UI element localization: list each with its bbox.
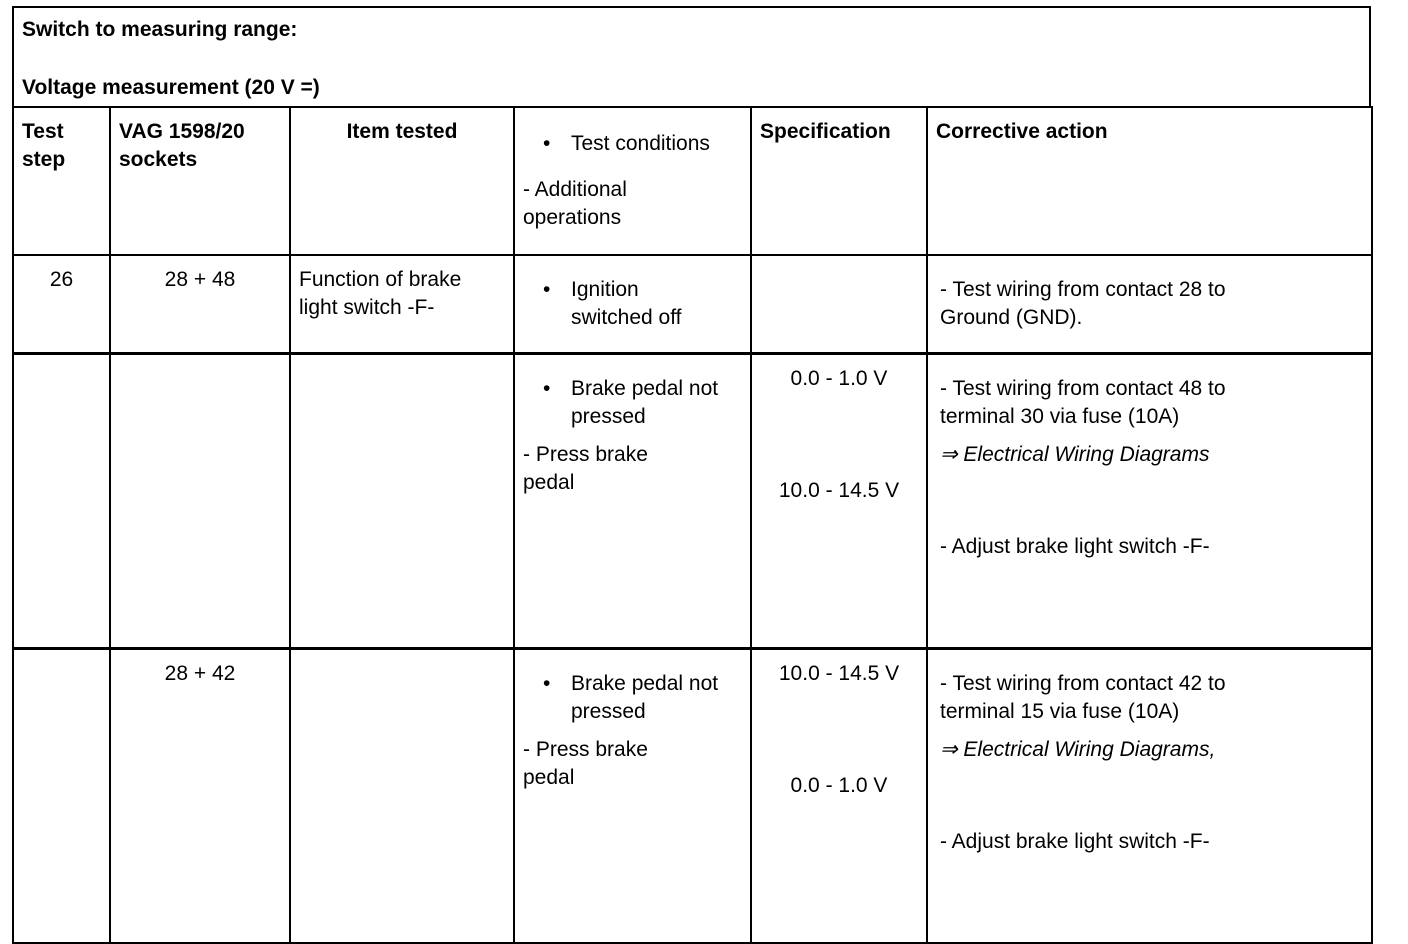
table-row: [13, 255, 1372, 354]
condition-bullet: • Ignition switched off: [523, 276, 742, 332]
condition-cell: [514, 255, 751, 354]
condition-extra: - Press brake pedal: [523, 738, 648, 789]
table-header-row: [13, 107, 1372, 255]
condition-cell: [514, 649, 751, 944]
test-step-cell: 26: [13, 255, 110, 354]
corrective-cell: [927, 649, 1372, 944]
sockets-cell: [110, 354, 290, 649]
conditions-bullet: • Test conditions: [523, 130, 742, 158]
conditions-extra: - Additional operations: [523, 178, 627, 229]
measuring-range-label: Switch to measuring range:: [22, 18, 298, 41]
header-box: [12, 6, 1371, 106]
corrective-text: - Test wiring from contact 48 to terminal 30 via fuse (10A) ⇒ Electrical Wiring Diagrams - Adjust brake light switch -F-: [936, 375, 1363, 561]
spec-value-a: 10.0 - 14.5 V: [778, 662, 900, 685]
spec-value-b: 0.0 - 1.0 V: [790, 774, 888, 797]
specification-cell: [751, 255, 927, 354]
table-row: [13, 649, 1372, 944]
specification-cell: [751, 649, 927, 944]
col-sockets: VAG 1598/20 sockets: [110, 107, 290, 255]
test-step-cell: [13, 354, 110, 649]
corrective-text: - Test wiring from contact 28 to Ground (GND).: [940, 278, 1226, 329]
corrective-text: - Test wiring from contact 42 to terminal 15 via fuse (10A) ⇒ Electrical Wiring Diagrams, - Adjust brake light switch -F-: [936, 670, 1363, 856]
test-step-cell: [13, 649, 110, 944]
condition-extra: - Press brake pedal: [523, 443, 648, 494]
adjust-instruction: - Adjust brake light switch -F-: [940, 535, 1210, 558]
col-test-conditions: [514, 107, 751, 255]
col-specification: Specification: [751, 107, 927, 255]
spec-value-b: 10.0 - 14.5 V: [778, 479, 900, 502]
spec-value-a: 0.0 - 1.0 V: [790, 367, 888, 390]
wiring-diagram-reference: ⇒ Electrical Wiring Diagrams,: [940, 738, 1216, 761]
adjust-instruction: - Adjust brake light switch -F-: [940, 830, 1210, 853]
wiring-diagram-reference: ⇒ Electrical Wiring Diagrams: [940, 443, 1210, 466]
condition-bullet: • Brake pedal not pressed: [523, 670, 742, 726]
corrective-cell: [927, 354, 1372, 649]
item-tested-cell: [290, 354, 514, 649]
corrective-cell: [927, 255, 1372, 354]
test-table: [12, 106, 1373, 944]
voltage-measurement-label: Voltage measurement (20 V =): [22, 76, 320, 99]
specification-cell: [751, 354, 927, 649]
col-test-step: Test step: [13, 107, 110, 255]
col-corrective-action: Corrective action: [927, 107, 1372, 255]
item-tested-cell: Function of brake light switch -F-: [290, 255, 514, 354]
table-row: [13, 354, 1372, 649]
col-item-tested: Item tested: [290, 107, 514, 255]
sockets-cell: 28 + 42: [110, 649, 290, 944]
item-tested-cell: [290, 649, 514, 944]
condition-bullet: • Brake pedal not pressed: [523, 375, 742, 431]
sockets-cell: 28 + 48: [110, 255, 290, 354]
condition-cell: [514, 354, 751, 649]
